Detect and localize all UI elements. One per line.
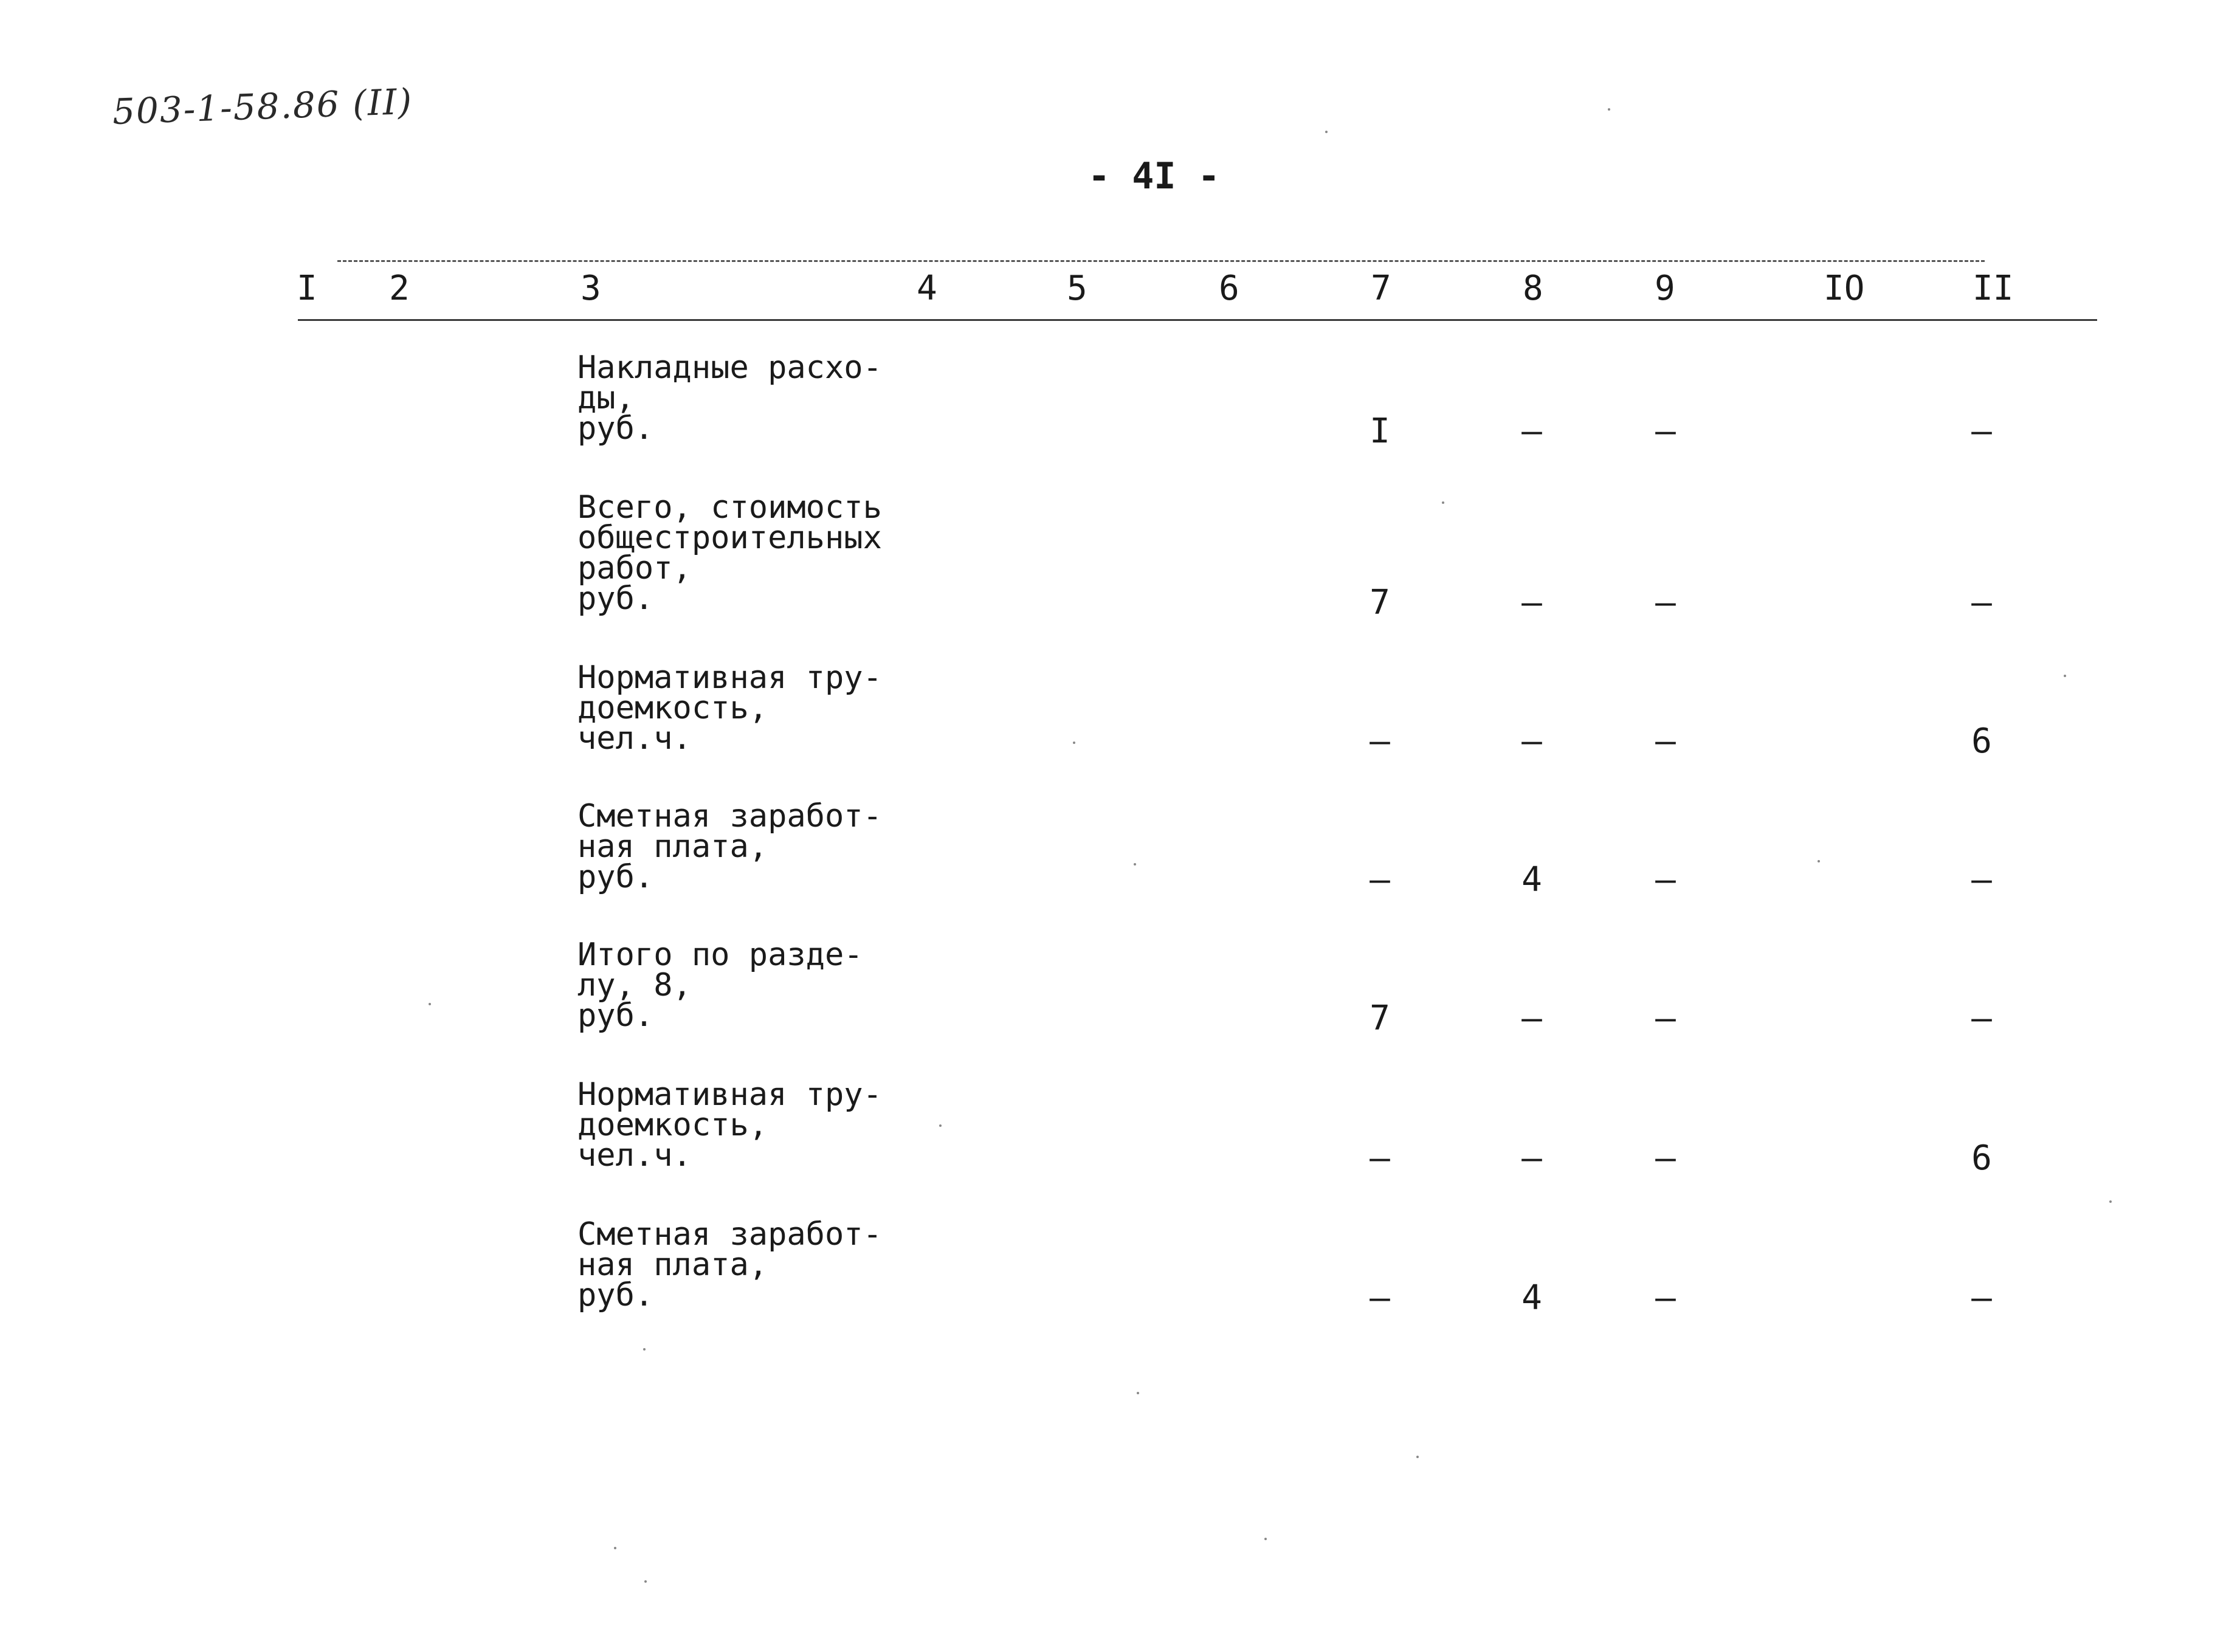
row-label-section-total: Итого по разде- лу, 8, руб. [577, 937, 863, 1034]
table-cell: – [1655, 860, 1676, 900]
table-cell: 7 [1370, 999, 1390, 1038]
table-cell: 6 [1971, 1138, 1992, 1178]
scan-speck [429, 1003, 431, 1005]
scan-speck [1137, 1392, 1139, 1394]
row-label-labor-intensity: Нормативная тру- доемкость, чел.ч. [577, 1076, 882, 1174]
column-header-10: IO [1824, 269, 1865, 308]
column-header-7: 7 [1371, 269, 1391, 308]
scan-speck [614, 1547, 616, 1549]
table-cell: – [1521, 1138, 1542, 1178]
scan-speck [939, 1124, 942, 1127]
table-cell: I [1370, 411, 1390, 451]
table-top-rule [337, 260, 1985, 262]
table-cell: – [1521, 999, 1542, 1038]
table-cell: – [1370, 1138, 1390, 1178]
row-label-estimated-wages: Сметная заработ- ная плата, руб. [577, 1216, 882, 1313]
scan-speck [2064, 675, 2066, 677]
scan-speck [1134, 863, 1136, 866]
table-cell: – [1370, 1278, 1390, 1318]
scan-speck [643, 1348, 646, 1351]
table-cell: – [1971, 583, 1992, 622]
table-cell: – [1655, 721, 1676, 761]
row-label-total-construction: Всего, стоимость общестроительных работ, руб. [577, 489, 882, 617]
table-cell: – [1971, 411, 1992, 451]
scan-speck [1264, 1538, 1267, 1540]
table-header-rule [298, 319, 2097, 321]
scan-speck [1416, 1456, 1419, 1458]
column-header-8: 8 [1523, 269, 1543, 308]
table-cell: – [1370, 860, 1390, 900]
scan-speck [1325, 131, 1328, 133]
column-header-2: 2 [389, 269, 410, 308]
table-cell: – [1655, 1138, 1676, 1178]
table-cell: – [1655, 411, 1676, 451]
table-cell: – [1521, 411, 1542, 451]
table-cell: – [1971, 1278, 1992, 1318]
table-cell: – [1971, 999, 1992, 1038]
scan-speck [2109, 1200, 2112, 1203]
table-cell: – [1655, 1278, 1676, 1318]
table-cell: – [1521, 721, 1542, 761]
column-header-4: 4 [917, 269, 937, 308]
table-cell: – [1971, 860, 1992, 900]
row-label-labor-intensity: Нормативная тру- доемкость, чел.ч. [577, 659, 882, 757]
column-header-6: 6 [1219, 269, 1239, 308]
page-number: - 4I - [1088, 155, 1220, 198]
table-cell: 6 [1971, 721, 1992, 761]
table-cell: – [1655, 999, 1676, 1038]
column-header-11: II [1973, 269, 2014, 308]
row-label-overhead: Накладные расхо- ды, руб. [577, 349, 882, 447]
table-cell: – [1655, 583, 1676, 622]
scan-speck [1818, 860, 1820, 862]
scan-speck [644, 1580, 647, 1583]
row-label-estimated-wages: Сметная заработ- ная плата, руб. [577, 798, 882, 895]
scan-speck [1442, 501, 1444, 504]
column-header-3: 3 [581, 269, 601, 308]
document-code: 503-1-58.86 (ІІ) [111, 80, 414, 133]
table-cell: – [1370, 721, 1390, 761]
column-header-1: I [297, 269, 317, 308]
table-cell: 4 [1521, 860, 1542, 900]
table-cell: – [1521, 583, 1542, 622]
table-cell: 7 [1370, 583, 1390, 622]
column-header-9: 9 [1655, 269, 1675, 308]
table-cell: 4 [1521, 1278, 1542, 1318]
scan-speck [1073, 742, 1075, 744]
scan-speck [1608, 108, 1610, 111]
column-header-5: 5 [1067, 269, 1087, 308]
